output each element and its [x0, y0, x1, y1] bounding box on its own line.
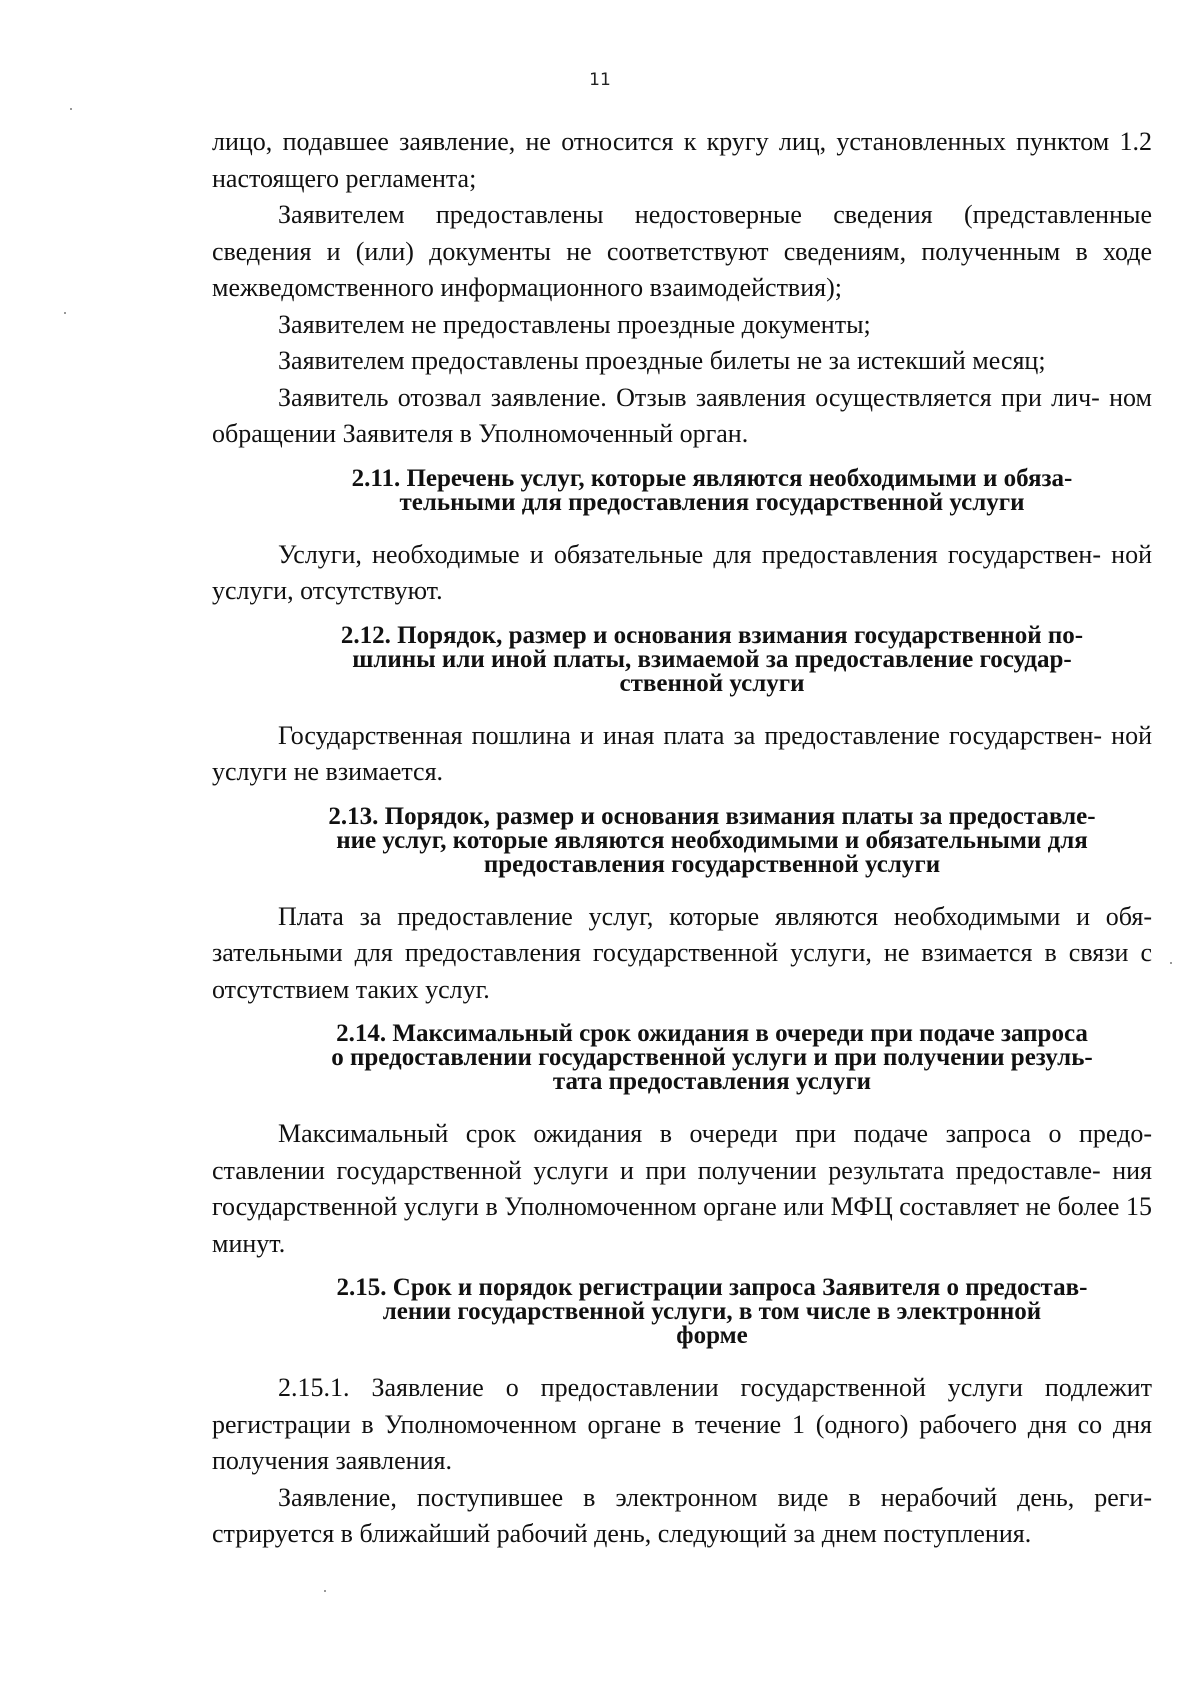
paragraph-line: не более 15 минут. — [212, 1192, 1152, 1258]
paragraph-line: Заявитель отозвал заявление. Отзыв заявления осуществляется при лич- — [278, 382, 1110, 412]
paragraph — [212, 899, 1152, 1009]
paragraph-line: Заявителем предоставлены недостоверные сведения (представленные — [278, 200, 1152, 229]
scan-speck — [70, 108, 72, 110]
paragraph-line: ной услуги, отсутствуют. — [212, 539, 1152, 605]
paragraph-line: Заявителем предоставлены проездные билеты не за истекший месяц; — [278, 346, 1046, 375]
paragraph — [212, 380, 1152, 453]
paragraph-line: пунктом 1.2 настоящего регламента; — [212, 127, 1152, 193]
section-heading — [212, 621, 1152, 697]
scan-speck — [64, 312, 66, 314]
paragraph-line: Услуги, необходимые и обязательные для предоставления государствен- — [278, 539, 1112, 569]
paragraph-line: ния государственной услуги в Уполномоченном органе или МФЦ составляет — [212, 1155, 1152, 1221]
heading-line: шлины или иной платы, взимаемой за предоставление государ- — [352, 645, 1072, 673]
section-heading — [212, 1022, 1152, 1094]
heading-line: о предоставлении государственной услуги и при получении резуль- — [331, 1044, 1093, 1071]
heading-line: 2.14. Максимальный срок ожидания в очереди при подаче запроса — [336, 1020, 1088, 1047]
paragraph-line: с отсутствием таких услуг. — [212, 938, 1152, 1004]
paragraph — [212, 1116, 1152, 1262]
heading-line: лении государственной услуги, в том числе в электронной — [382, 1298, 1042, 1325]
paragraph — [212, 343, 1152, 380]
paragraph-line: регистрации в Уполномоченном органе в течение 1 (одного) рабочего дня со — [212, 1409, 1113, 1439]
section-heading — [212, 464, 1152, 516]
paragraph-line: ном обращении Заявителя в Уполномоченный орган. — [212, 382, 1152, 448]
heading-line: тельными для предоставления государственной услуги — [399, 488, 1025, 516]
heading-line: предоставления государственной услуги — [483, 850, 941, 878]
paragraph-line: лицо, подавшее заявление, не относится к кругу лиц, установленных — [212, 127, 1017, 156]
paragraph — [212, 1480, 1152, 1553]
paragraph-line: Максимальный срок ожидания в очереди при подаче запроса о предо- — [278, 1119, 1152, 1148]
heading-line: тата предоставления услуги — [552, 1068, 872, 1095]
paragraph-line: Государственная пошлина и иная плата за предоставление государствен- — [278, 720, 1112, 750]
paragraph — [212, 718, 1152, 791]
heading-line: ние услуг, которые являются необходимыми и обязательными для — [336, 826, 1088, 854]
document-body — [212, 124, 1152, 1553]
paragraph-line: межведомственного информационного взаимодействия); — [212, 273, 842, 302]
paragraph — [212, 307, 1152, 344]
paragraph-line: Заявление, поступившее в электронном виде в нерабочий день, реги- — [278, 1482, 1152, 1512]
paragraph — [212, 124, 1152, 197]
scan-speck — [1170, 962, 1172, 964]
paragraph-line: ставлении государственной услуги и при получении результата предоставле- — [212, 1155, 1113, 1185]
paragraph — [212, 537, 1152, 610]
page-number: 11 — [589, 70, 611, 90]
paragraph-line: 2.15.1. Заявление о предоставлении государственной услуги подлежит — [278, 1373, 1152, 1402]
heading-line: 2.15. Срок и порядок регистрации запроса Заявителя о предостав- — [336, 1274, 1088, 1301]
heading-line: 2.13. Порядок, размер и основания взимания платы за предоставле- — [328, 802, 1096, 830]
paragraph — [212, 197, 1152, 307]
paragraph-line: зательными для предоставления государственной услуги, не взимается в связи — [212, 938, 1141, 967]
paragraph — [212, 1370, 1152, 1480]
scan-speck — [324, 1590, 326, 1592]
heading-line: 2.11. Перечень услуг, которые являются необходимыми и обяза- — [351, 464, 1073, 492]
paragraph-line: ной услуги не взимается. — [212, 720, 1152, 786]
paragraph-line: дня получения заявления. — [212, 1409, 1152, 1475]
paragraph-line: стрируется в ближайший рабочий день, следующий за днем поступления. — [212, 1519, 1032, 1548]
paragraph-line: Плата за предоставление услуг, которые являются необходимыми и обя- — [278, 901, 1152, 931]
paragraph-line: Заявителем не предоставлены проездные документы; — [278, 309, 871, 339]
section-heading — [212, 802, 1152, 878]
heading-line: форме — [676, 1322, 748, 1349]
heading-line: 2.12. Порядок, размер и основания взимания государственной по- — [340, 621, 1084, 649]
paragraph-line: сведения и (или) документы не соответствуют сведениям, полученным в ходе — [212, 236, 1152, 266]
heading-line: ственной услуги — [619, 669, 805, 697]
section-heading — [212, 1276, 1152, 1348]
